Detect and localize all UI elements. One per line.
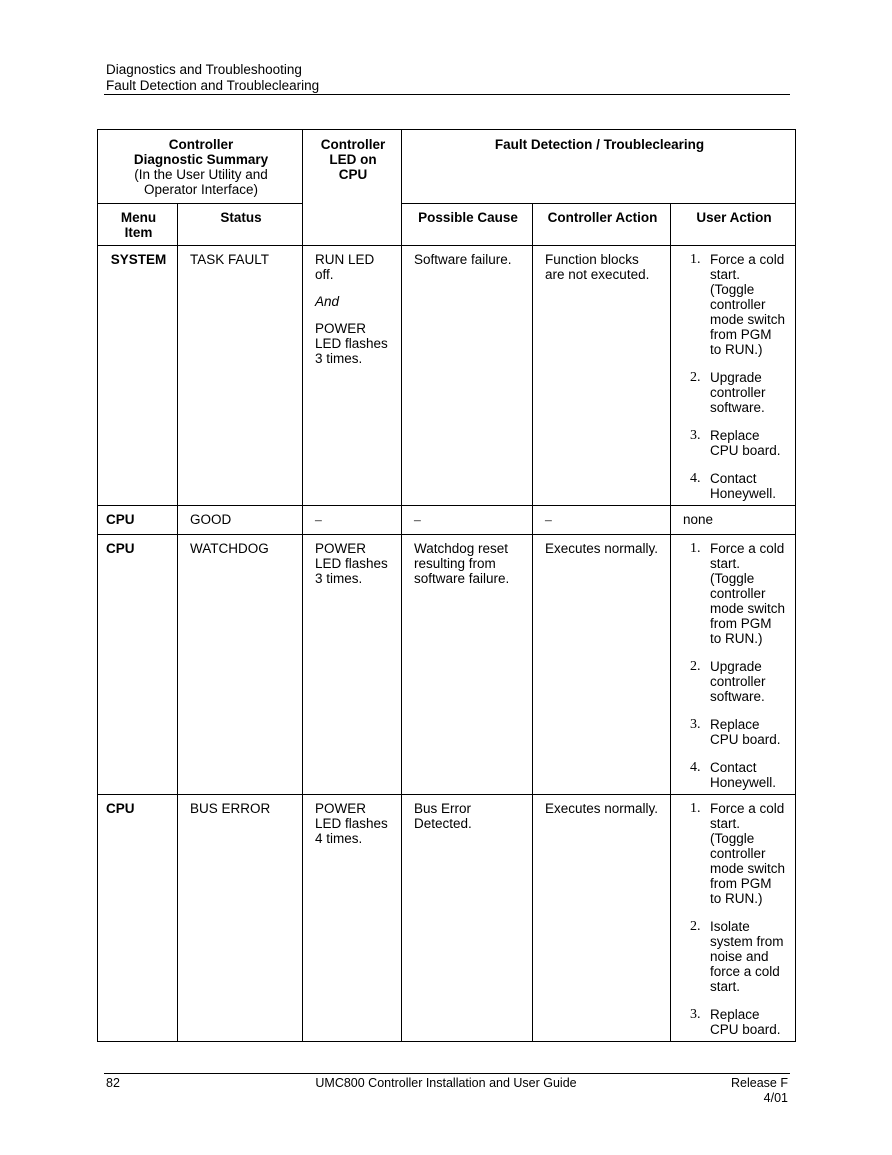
led-conjunction: And — [315, 294, 340, 309]
user-action-cell: none — [671, 506, 796, 535]
action-cell: – — [533, 506, 671, 535]
page-number: 82 — [106, 1076, 120, 1090]
header-possible-cause: Possible Cause — [402, 204, 533, 246]
header-user-action: User Action — [671, 204, 796, 246]
led-cell: POWER LED flashes 3 times. — [303, 535, 402, 795]
list-item: 2. Upgrade controller software. — [690, 659, 766, 704]
list-item: 3. Replace CPU board. — [690, 717, 781, 747]
header-subsection-title: Fault Detection and Troubleclearing — [106, 78, 320, 93]
led-text: RUN LED off. — [315, 252, 375, 282]
list-item: 2. Upgrade controller software. — [690, 370, 766, 415]
list-item: 3. Replace CPU board. — [690, 428, 781, 458]
user-action-cell — [671, 795, 796, 1042]
user-action-list — [683, 541, 785, 790]
header-summary-subtitle: (In the User Utility and Operator Interface) — [134, 167, 268, 197]
document-title: UMC800 Controller Installation and User Guide — [315, 1076, 577, 1090]
user-action-cell — [671, 535, 796, 795]
table-row — [98, 535, 796, 795]
header-controller-led: Controller LED on CPU — [303, 130, 402, 246]
cause-cell: Bus Error Detected. — [402, 795, 533, 1042]
release-info — [731, 1076, 788, 1106]
list-item: 1. Force a cold start. (Toggle controller mode switch from PGM to RUN.) — [690, 801, 786, 906]
header-menu-item: Menu Item — [98, 204, 178, 246]
header-section-title: Diagnostics and Troubleshooting — [106, 62, 302, 77]
user-action-list — [683, 801, 785, 1037]
status-cell: TASK FAULT — [178, 246, 303, 506]
status-cell: GOOD — [178, 506, 303, 535]
list-item: 1. Force a cold start. (Toggle controller mode switch from PGM to RUN.) — [690, 541, 786, 646]
cause-cell: Software failure. — [402, 246, 533, 506]
menu-item-cell: CPU — [98, 535, 178, 795]
menu-item-cell: CPU — [98, 506, 178, 535]
list-item: 4. Contact Honeywell. — [690, 471, 777, 501]
release-label: Release F — [731, 1076, 788, 1090]
cause-cell: – — [402, 506, 533, 535]
list-item: 4. Contact Honeywell. — [690, 760, 777, 790]
action-cell: Function blocks are not executed. — [533, 246, 671, 506]
list-item: 2. Isolate system from noise and force a cold start. — [690, 919, 784, 994]
header-divider — [104, 94, 790, 95]
release-date: 4/01 — [763, 1091, 788, 1105]
list-item: 1. Force a cold start. (Toggle controller mode switch from PGM to RUN.) — [690, 252, 786, 357]
status-cell: BUS ERROR — [178, 795, 303, 1042]
menu-item-cell: SYSTEM — [98, 246, 178, 506]
user-action-list — [683, 252, 785, 501]
diagnostics-table — [97, 129, 796, 1042]
header-summary-title: Controller Diagnostic Summary — [133, 137, 269, 167]
header-status: Status — [178, 204, 303, 246]
led-text: POWER LED flashes 3 times. — [315, 321, 388, 366]
footer-divider — [104, 1073, 790, 1074]
page-header — [106, 62, 790, 94]
table-row — [98, 795, 796, 1042]
list-item: 3. Replace CPU board. — [690, 1007, 781, 1037]
action-cell: Executes normally. — [533, 795, 671, 1042]
status-cell: WATCHDOG — [178, 535, 303, 795]
cause-cell: Watchdog reset resulting from software failure. — [402, 535, 533, 795]
led-cell: POWER LED flashes 4 times. — [303, 795, 402, 1042]
action-cell: Executes normally. — [533, 535, 671, 795]
table-row — [98, 506, 796, 535]
header-controller-action: Controller Action — [533, 204, 671, 246]
led-cell: – — [303, 506, 402, 535]
led-cell — [303, 246, 402, 506]
user-action-cell — [671, 246, 796, 506]
table-row — [98, 246, 796, 506]
header-fault-detection: Fault Detection / Troubleclearing — [402, 130, 796, 204]
menu-item-cell: CPU — [98, 795, 178, 1042]
header-controller-diagnostic-summary — [98, 130, 303, 204]
